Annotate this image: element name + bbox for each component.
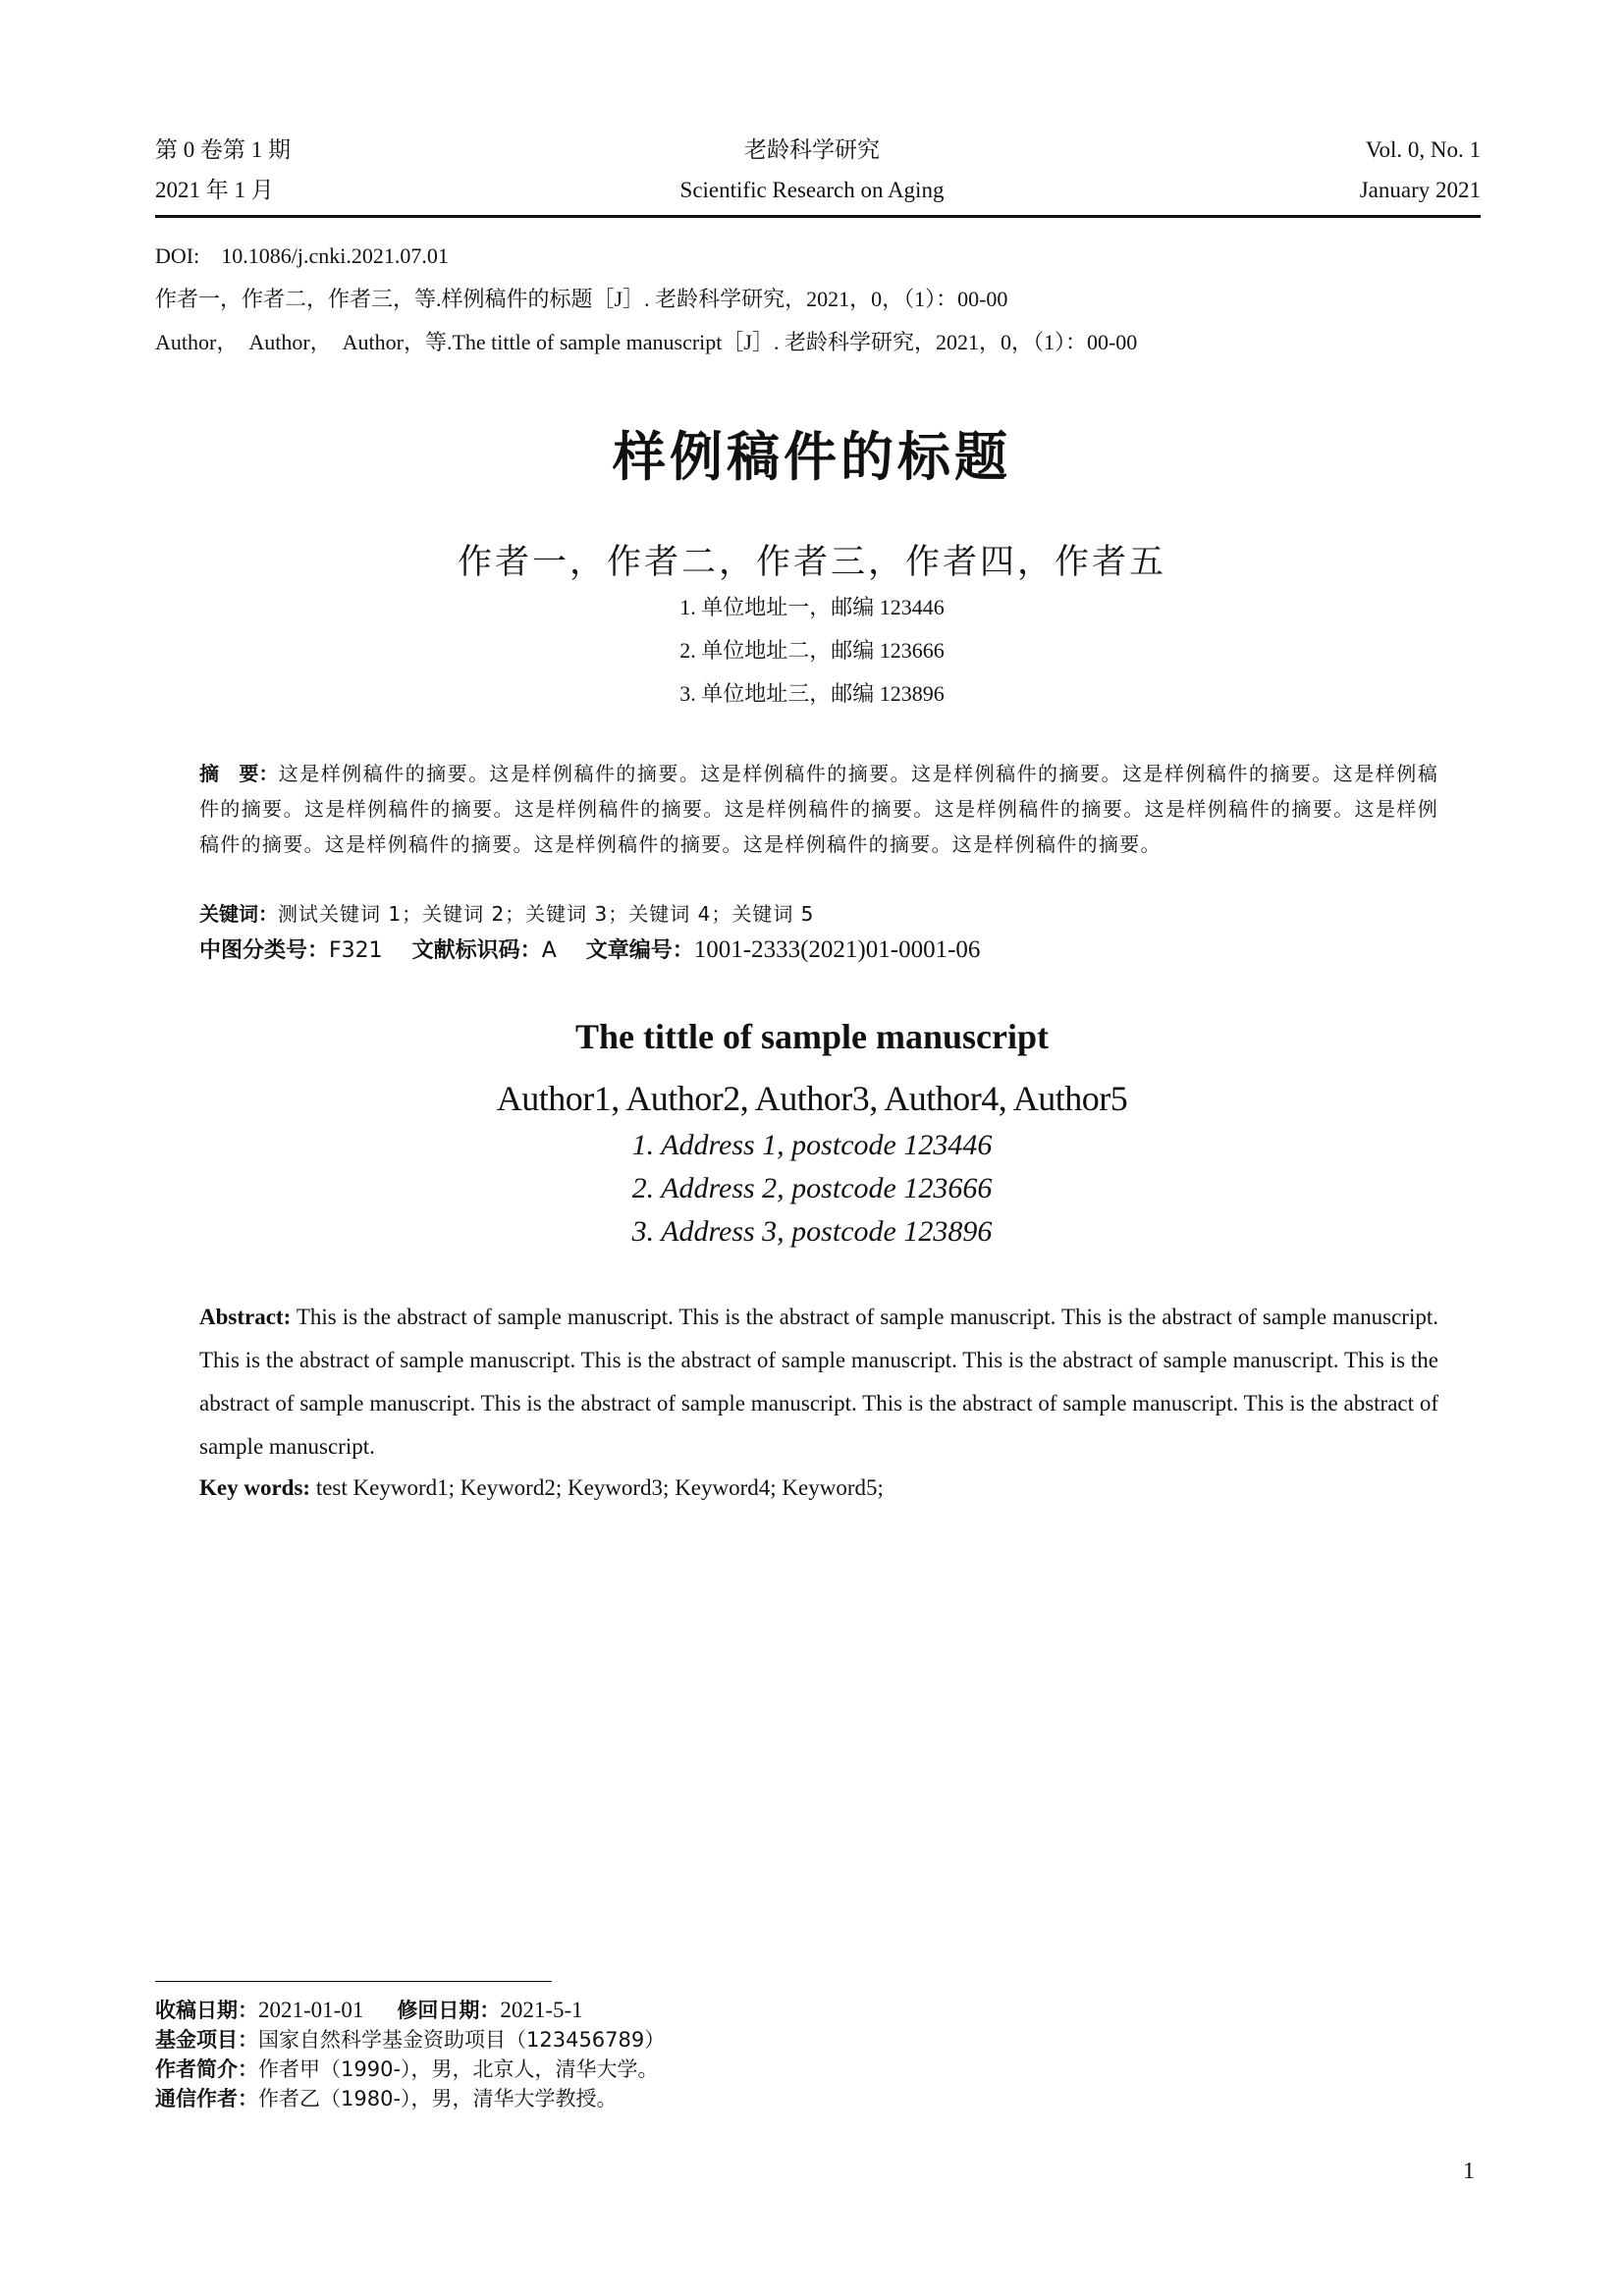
fund-value: 国家自然科学基金资助项目（123456789）: [258, 2028, 666, 2052]
header-rule: [155, 215, 1481, 218]
fund-label: 基金项目：: [155, 2028, 258, 2052]
authors-cn: 作者一，作者二，作者三，作者四，作者五: [457, 543, 1166, 582]
abstract-en-label: Abstract:: [199, 1305, 292, 1329]
clc-value: F321: [329, 938, 383, 963]
page-number: 1: [1463, 2159, 1475, 2184]
footnote-dates: [155, 1996, 583, 2025]
header-vol-en: Vol. 0, No. 1: [1365, 137, 1481, 162]
address-en-2: 2. Address 2, postcode 123666: [631, 1172, 993, 1204]
article-no-label: 文章编号：: [585, 938, 694, 963]
keywords-cn: [199, 896, 814, 932]
revised-label: 修回日期：: [397, 1999, 501, 2022]
received-label: 收稿日期：: [155, 1999, 258, 2022]
abstract-cn-text: 这是样例稿件的摘要。这是样例稿件的摘要。这是样例稿件的摘要。这是样例稿件的摘要。这是样例稿件的摘要。这是样例稿件的摘要。这是样例稿件的摘要。这是样例稿件的摘要。这是样例稿件的摘要。这是样例稿件的摘要。这是样例稿件的摘要。这是样例稿件的摘要。这是样例稿件的摘要。这是样例稿件的摘要。这是样例稿件的摘要。这是样例稿件的摘要。: [199, 762, 1439, 856]
citation-en: Author， Author， Author，等.The tittle of sample manuscript［J］. 老龄科学研究，2021，0，（1）：00-00: [155, 330, 1138, 354]
address-cn-2: 2. 单位地址二，邮编 123666: [679, 638, 945, 663]
header-volume-issue: 第 0 卷第 1 期: [155, 137, 291, 162]
keywords-en-text: test Keyword1; Keyword2; Keyword3; Keyword4; Keyword5;: [310, 1475, 884, 1500]
footnote-rule: [155, 1981, 552, 1982]
abstract-cn-label: 摘 要：: [199, 762, 279, 785]
bio-label: 作者简介：: [155, 2057, 258, 2081]
corr-value: 作者乙（1980-），男，清华大学教授。: [258, 2087, 618, 2110]
keywords-cn-label: 关键词：: [199, 902, 278, 926]
doc-code-label: 文献标识码：: [411, 938, 542, 963]
address-en-3: 3. Address 3, postcode 123896: [631, 1215, 993, 1248]
classification-line: [199, 933, 980, 969]
keywords-cn-text: 测试关键词 1；关键词 2；关键词 3；关键词 4；关键词 5: [278, 902, 815, 926]
abstract-en-text: This is the abstract of sample manuscript. This is the abstract of sample manuscript. This is the abstract of sample manuscript. This is the abstract of sample manuscript. This is the abstract of sample manuscript. This is the abstract of sample manuscript. This is the abstract of sample manuscript. This is the abstract of sample manuscript. This is the abstract of sample manuscript. This is the abstract of sample manuscript.: [199, 1305, 1438, 1459]
authors-en: Author1, Author2, Author3, Author4, Author5: [496, 1079, 1128, 1118]
citation-cn: 作者一，作者二，作者三，等.样例稿件的标题［J］. 老龄科学研究，2021，0，（1）：00-00: [155, 287, 1008, 311]
bio-value: 作者甲（1990-），男，北京人，清华大学。: [258, 2057, 659, 2081]
header-journal-cn: 老龄科学研究: [744, 137, 880, 162]
corr-label: 通信作者：: [155, 2087, 258, 2110]
article-no-value: 1001-2333(2021)01-0001-06: [693, 936, 981, 963]
abstract-en: [199, 1296, 1438, 1468]
header-date-en: January 2021: [1359, 178, 1481, 202]
footnote-fund: [155, 2025, 665, 2055]
revised-value: 2021-5-1: [500, 1998, 583, 2022]
header-journal-en: Scientific Research on Aging: [679, 178, 945, 202]
address-cn-3: 3. 单位地址三，邮编 123896: [679, 681, 945, 706]
header-date-cn: 2021 年 1 月: [155, 178, 274, 202]
keywords-en-label: Key words:: [199, 1475, 311, 1500]
abstract-cn: [199, 756, 1438, 862]
address-en-1: 1. Address 1, postcode 123446: [631, 1129, 993, 1161]
footnote-corresponding: [155, 2084, 618, 2113]
doc-code-value: A: [541, 938, 557, 963]
footnote-bio: [155, 2055, 659, 2084]
doi-line: DOI: 10.1086/j.cnki.2021.07.01: [155, 243, 449, 268]
clc-label: 中图分类号：: [199, 938, 330, 963]
address-cn-1: 1. 单位地址一，邮编 123446: [679, 595, 945, 619]
page-title-cn: 样例稿件的标题: [613, 426, 1011, 488]
keywords-en: [199, 1470, 884, 1506]
page-title-en: The tittle of sample manuscript: [575, 1017, 1049, 1056]
received-value: 2021-01-01: [258, 1998, 364, 2022]
